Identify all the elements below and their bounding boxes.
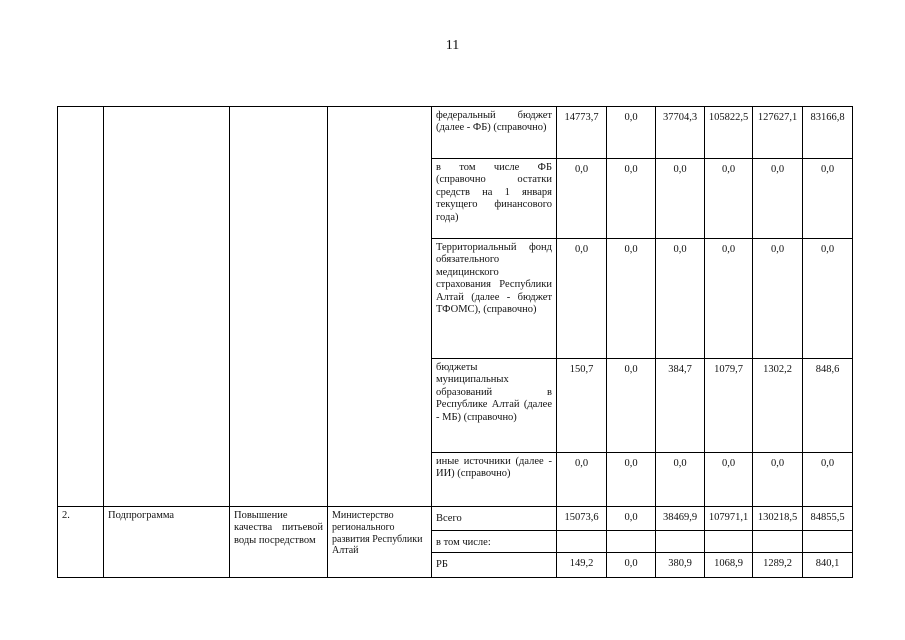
- value-cell: 130218,5: [753, 507, 803, 531]
- subprogram-type: Подпрограмма: [104, 507, 230, 578]
- value-cell: 0,0: [607, 359, 656, 453]
- value-cell: [705, 531, 753, 553]
- value-cell: 0,0: [607, 159, 656, 239]
- value-cell: 0,0: [803, 159, 853, 239]
- value-cell: [803, 531, 853, 553]
- value-cell: 127627,1: [753, 107, 803, 159]
- value-cell: 0,0: [607, 453, 656, 507]
- value-cell: 0,0: [803, 453, 853, 507]
- value-cell: 0,0: [705, 453, 753, 507]
- value-cell: 380,9: [656, 553, 705, 578]
- value-cell: 0,0: [557, 453, 607, 507]
- value-cell: 105822,5: [705, 107, 753, 159]
- value-cell: 37704,3: [656, 107, 705, 159]
- value-cell: 38469,9: [656, 507, 705, 531]
- value-cell: 0,0: [607, 239, 656, 359]
- value-cell: 84855,5: [803, 507, 853, 531]
- subprogram-executor: Министерство регионального развития Республики Алтай: [328, 507, 432, 578]
- value-cell: 107971,1: [705, 507, 753, 531]
- source-cell: Территориальный фонд обязательного медицинского страхования Республики Алтай (далее - бюджет ТФОМС), (справочно): [432, 239, 557, 359]
- source-cell: в том числе:: [432, 531, 557, 553]
- value-cell: 384,7: [656, 359, 705, 453]
- value-cell: 0,0: [705, 159, 753, 239]
- value-cell: 1079,7: [705, 359, 753, 453]
- value-cell: 0,0: [753, 159, 803, 239]
- value-cell: 1289,2: [753, 553, 803, 578]
- value-cell: 0,0: [705, 239, 753, 359]
- page-number: 11: [445, 38, 460, 53]
- value-cell: [753, 531, 803, 553]
- empty-name-cell: [230, 107, 328, 507]
- empty-executor-cell: [328, 107, 432, 507]
- source-cell: в том числе ФБ (справочно остатки средств на 1 января текущего финансового года): [432, 159, 557, 239]
- value-cell: 848,6: [803, 359, 853, 453]
- source-cell: иные источники (далее - ИИ) (справочно): [432, 453, 557, 507]
- empty-number-cell: [58, 107, 104, 507]
- value-cell: 0,0: [753, 453, 803, 507]
- value-cell: [656, 531, 705, 553]
- empty-type-cell: [104, 107, 230, 507]
- value-cell: 0,0: [557, 159, 607, 239]
- value-cell: 83166,8: [803, 107, 853, 159]
- budget-table: [57, 106, 853, 578]
- value-cell: 1068,9: [705, 553, 753, 578]
- value-cell: 15073,6: [557, 507, 607, 531]
- source-cell: бюджеты муниципальных образований в Республике Алтай (далее - МБ) (справочно): [432, 359, 557, 453]
- value-cell: 1302,2: [753, 359, 803, 453]
- value-cell: 14773,7: [557, 107, 607, 159]
- value-cell: 150,7: [557, 359, 607, 453]
- subprogram-name: Повышение качества питьевой воды посредством: [230, 507, 328, 578]
- value-cell: [557, 531, 607, 553]
- value-cell: 0,0: [753, 239, 803, 359]
- table-row-subprogram-total: [58, 507, 853, 531]
- table-row-fb: [58, 107, 853, 159]
- value-cell: 0,0: [607, 507, 656, 531]
- value-cell: [607, 531, 656, 553]
- source-cell: РБ: [432, 553, 557, 578]
- source-cell: федеральный бюджет (далее - ФБ) (справочно): [432, 107, 557, 159]
- value-cell: 0,0: [803, 239, 853, 359]
- source-cell: Всего: [432, 507, 557, 531]
- value-cell: 149,2: [557, 553, 607, 578]
- value-cell: 0,0: [656, 159, 705, 239]
- value-cell: 0,0: [607, 107, 656, 159]
- value-cell: 0,0: [656, 453, 705, 507]
- subprogram-number: 2.: [58, 507, 104, 578]
- value-cell: 0,0: [557, 239, 607, 359]
- value-cell: 840,1: [803, 553, 853, 578]
- value-cell: 0,0: [656, 239, 705, 359]
- value-cell: 0,0: [607, 553, 656, 578]
